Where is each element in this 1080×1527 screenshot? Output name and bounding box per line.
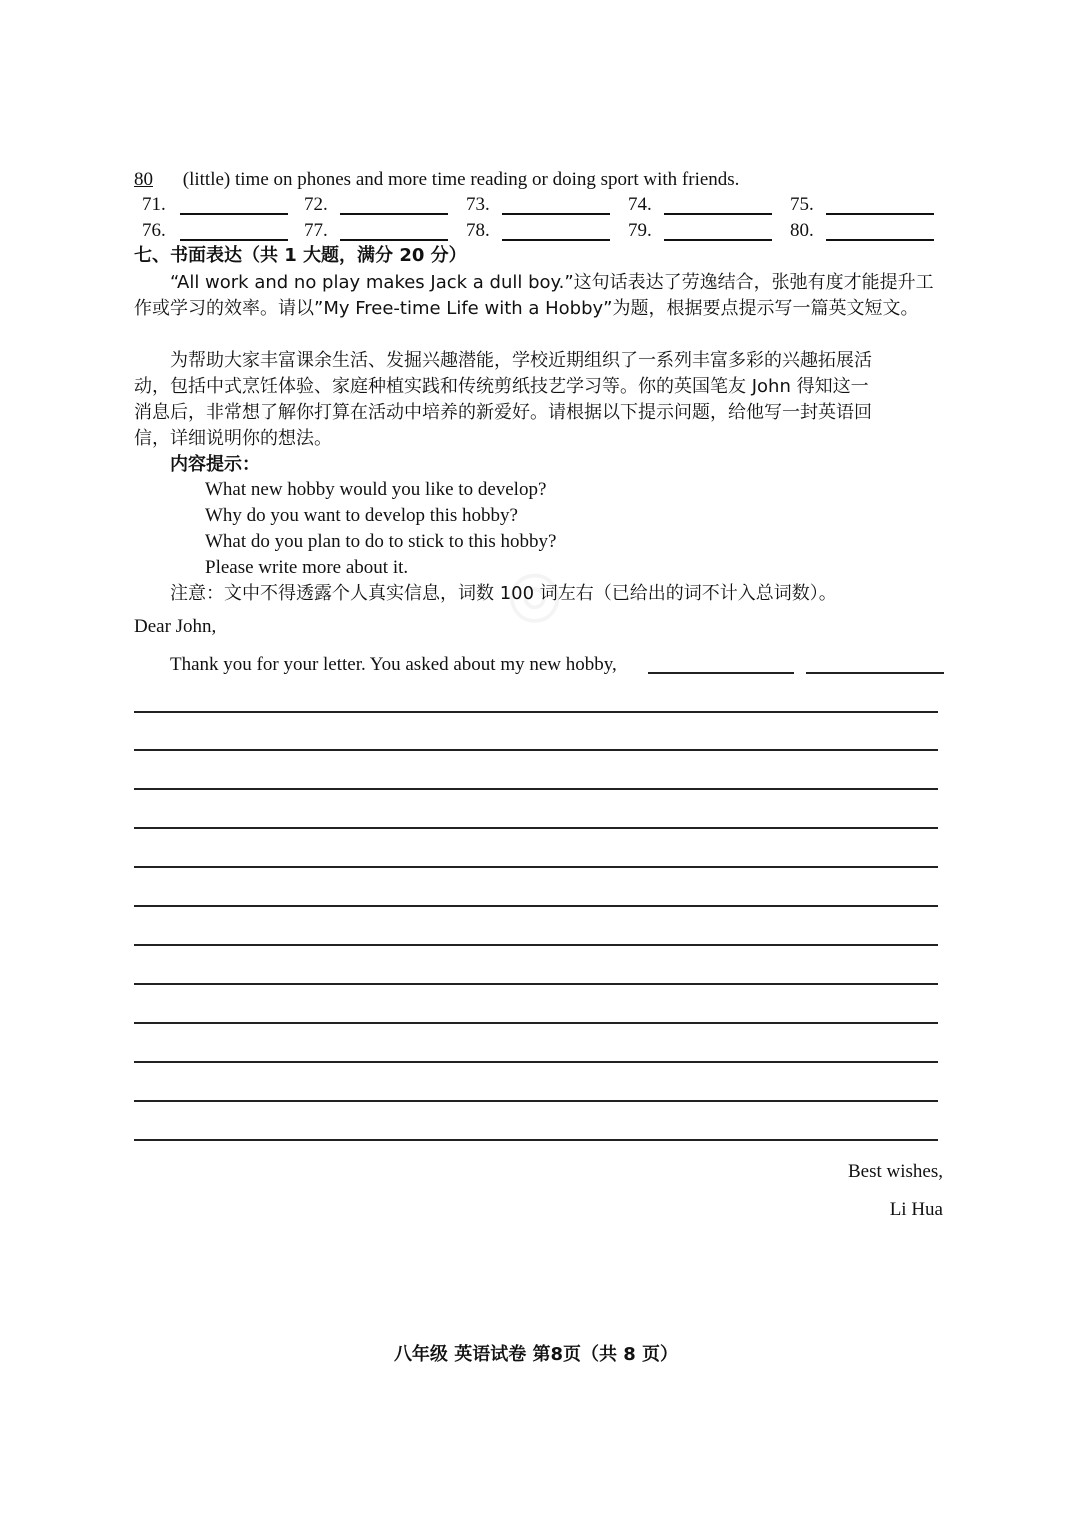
- answer-blank[interactable]: 73.: [466, 193, 490, 219]
- tip-item: What new hobby would you like to develop?: [205, 479, 547, 500]
- intro-line-2: 作或学习的效率。请以”My Free-time Life with a Hobby”为题，根据要点提示写一篇英文短文。: [134, 298, 919, 319]
- answer-80: 80: [134, 169, 153, 190]
- writing-line[interactable]: [134, 788, 938, 790]
- writing-line[interactable]: [134, 983, 938, 985]
- letter-closing: Best wishes,: [848, 1161, 943, 1182]
- writing-line[interactable]: [134, 1022, 938, 1024]
- writing-line-short[interactable]: [648, 672, 794, 674]
- watermark: ◎: [488, 548, 577, 641]
- answer-row-1: [138, 193, 938, 219]
- task-paragraph-line-2: 动，包括中式烹饪体验、家庭种植实践和传统剪纸技艺学习等。你的英国笔友 John 得知这一: [134, 376, 869, 397]
- letter-opening: Thank you for your letter. You asked about my new hobby,: [170, 654, 617, 675]
- writing-line[interactable]: [134, 944, 938, 946]
- previous-question-line: [134, 168, 739, 192]
- writing-line[interactable]: [134, 866, 938, 868]
- letter-salutation: Dear John,: [134, 616, 217, 637]
- answer-blank[interactable]: 77.: [304, 219, 328, 245]
- answer-row-2: [138, 219, 938, 245]
- page-footer: 八年级 英语试卷 第8页（共 8 页）: [393, 1344, 679, 1365]
- answer-blank[interactable]: 75.: [790, 193, 814, 219]
- answer-blank[interactable]: 76.: [142, 219, 166, 245]
- answer-blank[interactable]: 79.: [628, 219, 652, 245]
- answer-blank[interactable]: 74.: [628, 193, 652, 219]
- writing-line[interactable]: [134, 827, 938, 829]
- answer-blank[interactable]: 80.: [790, 219, 814, 245]
- tip-item: Why do you want to develop this hobby?: [205, 505, 518, 526]
- writing-line[interactable]: [134, 905, 938, 907]
- intro-line-1: “All work and no play makes Jack a dull boy.”这句话表达了劳逸结合，张弛有度才能提升工: [170, 272, 934, 293]
- answer-blank[interactable]: 78.: [466, 219, 490, 245]
- task-paragraph-line-1: 为帮助大家丰富课余生活、发掘兴趣潜能，学校近期组织了一系列丰富多彩的兴趣拓展活: [170, 350, 872, 371]
- writing-line-short[interactable]: [806, 672, 944, 674]
- task-paragraph-line-3: 消息后，非常想了解你打算在活动中培养的新爱好。请根据以下提示问题，给他写一封英语回: [134, 402, 872, 423]
- writing-line[interactable]: [134, 1100, 938, 1102]
- task-paragraph-line-4: 信，详细说明你的想法。: [134, 428, 332, 449]
- tips-label: 内容提示：: [170, 454, 260, 475]
- tip-item: What do you plan to do to stick to this hobby?: [205, 531, 557, 552]
- writing-line[interactable]: [134, 749, 938, 751]
- writing-line[interactable]: [134, 1139, 938, 1141]
- word-count-note: 注意：文中不得透露个人真实信息，词数 100 词左右（已给出的词不计入总词数）。: [170, 583, 837, 604]
- letter-signature: Li Hua: [889, 1199, 943, 1220]
- section-heading: 七、书面表达（共 1 大题，满分 20 分）: [134, 245, 467, 266]
- writing-line[interactable]: [134, 1061, 938, 1063]
- previous-question-text: (little) time on phones and more time reading or doing sport with friends.: [182, 169, 740, 190]
- answer-blank[interactable]: 72.: [304, 193, 328, 219]
- answer-blank[interactable]: 71.: [142, 193, 166, 219]
- writing-line[interactable]: [134, 711, 938, 713]
- tip-item: Please write more about it.: [205, 557, 409, 578]
